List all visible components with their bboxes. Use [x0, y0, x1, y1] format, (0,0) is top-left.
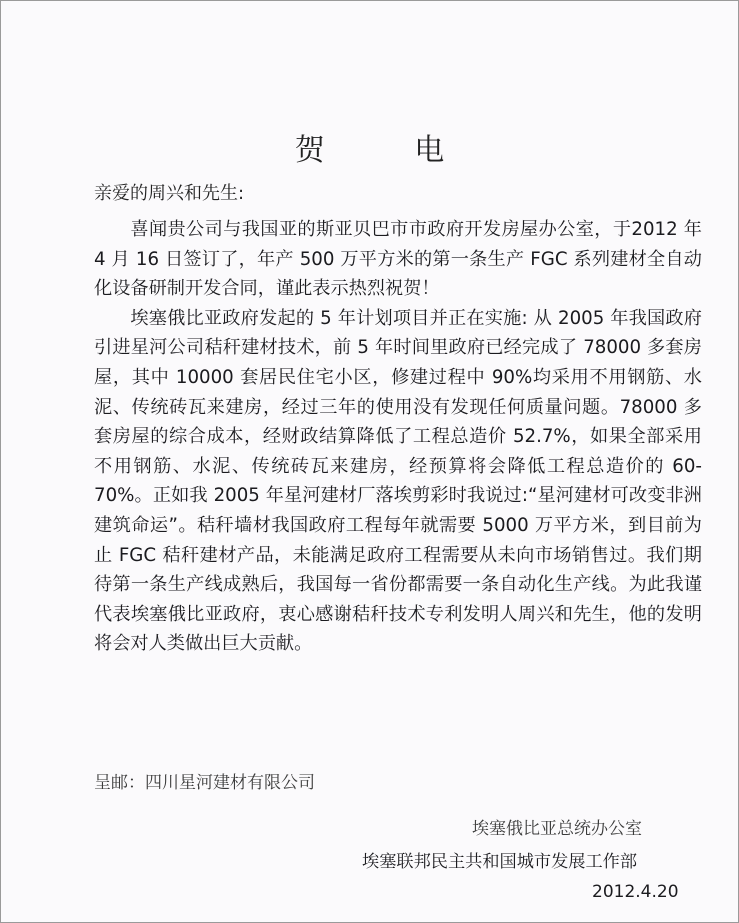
body-paragraph-2: 埃塞俄比亚政府发起的 5 年计划项目并正在实施: 从 2005 年我国政府引进星河公司秸秆建材技术，前 5 年时间里政府已经完成了 78000 多套房屋，其中 10000 套居民住宅小区，修建过程中 90%均采用不用钢筋、水泥、传统砖瓦来建房，经过三年的使用没有发现任何质量问题。78000 多套房屋的综合成本，经财政结算降低了工程总造价 52.7%，如果全部采用不用钢筋、水泥、传统砖瓦来建房，经预算将会降低工程总造价的 60-70%。正如我 2005 年星河建材厂落埃剪彩时我说过:“星河建材可改变非洲建筑命运”。秸秆墙材我国政府工程每年就需要 5000 万平方米，到目前为止 FGC 秸秆建材产品，未能满足政府工程需要从未向市场销售过。我们期待第一条生产线成熟后，我国每一省份都需要一条自动化生产线。为此我谨代表埃塞俄比亚政府，衷心感谢秸秆技术专利发明人周兴和先生，他的发明将会对人类做出巨大贡献。 [94, 307, 702, 655]
sender-department: 埃塞联邦民主共和国城市发展工作部 [362, 852, 638, 872]
letter-title: 贺 电 [294, 133, 485, 168]
letter-body [94, 215, 702, 659]
salutation: 亲爱的周兴和先生: [94, 183, 245, 204]
sender-office: 埃塞俄比亚总统办公室 [472, 819, 642, 839]
letter-date: 2012.4.20 [592, 882, 679, 902]
body-paragraph-1: 喜闻贵公司与我国亚的斯亚贝巴市市政府开发房屋办公室，于2012 年 4 月 16 日签订了，年产 500 万平方米的第一条生产 FGC 系列建材全自动化设备研制开发合同，谨此表示热烈祝贺！ [94, 219, 702, 300]
cc-line: 呈邮：四川星河建材有限公司 [94, 773, 315, 793]
